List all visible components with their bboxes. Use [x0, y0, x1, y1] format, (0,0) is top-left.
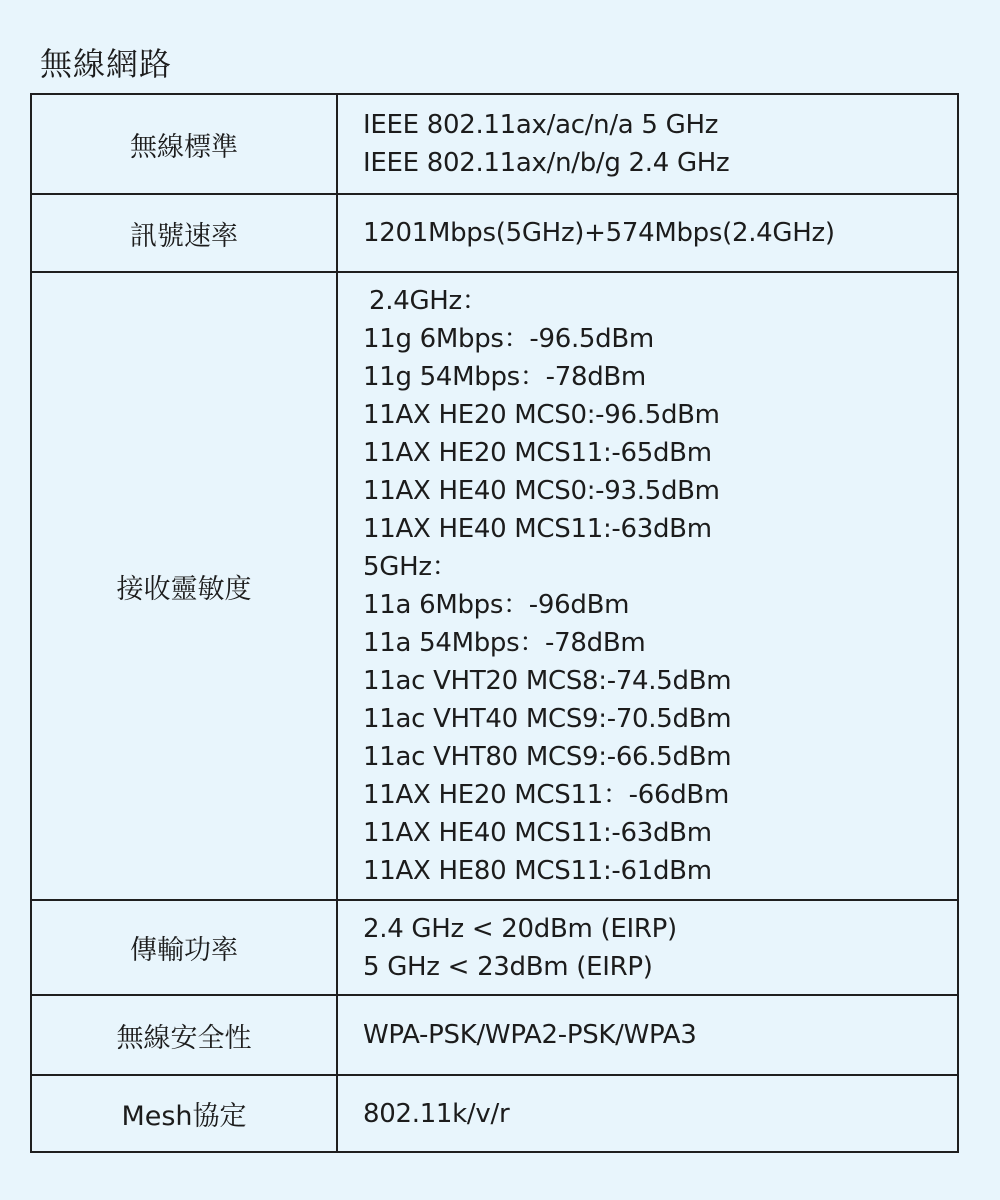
table-row-mesh-protocol: [31, 1075, 958, 1152]
row-value: [337, 995, 958, 1075]
table-row-wireless-security: [31, 995, 958, 1075]
value-line: 1201Mbps(5GHz)+574Mbps(2.4GHz): [363, 218, 835, 248]
row-value: [337, 1075, 958, 1152]
row-label: 接收靈敏度: [31, 272, 337, 900]
row-value: [337, 900, 958, 995]
value-line: 11g 6Mbps：-96.5dBm: [363, 324, 654, 354]
value-line: 11a 54Mbps：-78dBm: [363, 628, 646, 658]
value-line: 11AX HE40 MCS11:-63dBm: [363, 514, 712, 544]
row-label: 訊號速率: [31, 194, 337, 272]
table-row-transmit-power: [31, 900, 958, 995]
row-value: [337, 272, 958, 900]
value-line: IEEE 802.11ax/n/b/g 2.4 GHz: [363, 148, 730, 178]
value-line: 11AX HE40 MCS11:-63dBm: [363, 818, 712, 848]
row-value: [337, 94, 958, 194]
value-line: 11a 6Mbps：-96dBm: [363, 590, 630, 620]
value-line: 11g 54Mbps：-78dBm: [363, 362, 646, 392]
row-value: [337, 194, 958, 272]
value-line: WPA-PSK/WPA2-PSK/WPA3: [363, 1020, 697, 1050]
section-title: 無線網路: [40, 45, 173, 83]
table-row-receive-sensitivity: [31, 272, 958, 900]
value-line: 5 GHz < 23dBm (EIRP): [363, 951, 653, 982]
value-line: 11AX HE20 MCS0:-96.5dBm: [363, 400, 720, 430]
row-label: 無線安全性: [31, 995, 337, 1075]
value-line: 11AX HE80 MCS11:-61dBm: [363, 856, 712, 886]
value-line: 2.4GHz：: [369, 286, 488, 316]
value-line: 802.11k/v/r: [363, 1098, 510, 1129]
value-line: 11AX HE20 MCS11：-66dBm: [363, 780, 729, 810]
value-line: 11ac VHT20 MCS8:-74.5dBm: [363, 666, 732, 696]
value-line: 11AX HE20 MCS11:-65dBm: [363, 438, 712, 468]
value-line: 2.4 GHz < 20dBm (EIRP): [363, 913, 677, 944]
value-line: 11AX HE40 MCS0:-93.5dBm: [363, 476, 720, 506]
spec-table: [30, 93, 959, 1153]
table-row-wireless-standard: [31, 94, 958, 194]
value-line: 11ac VHT80 MCS9:-66.5dBm: [363, 742, 732, 772]
table-row-signal-rate: [31, 194, 958, 272]
row-label: Mesh協定: [31, 1075, 337, 1152]
value-line: 11ac VHT40 MCS9:-70.5dBm: [363, 704, 732, 734]
value-line: 5GHz：: [363, 552, 458, 582]
value-line: IEEE 802.11ax/ac/n/a 5 GHz: [363, 110, 719, 140]
row-label: 傳輸功率: [31, 900, 337, 995]
row-label: 無線標準: [31, 94, 337, 194]
